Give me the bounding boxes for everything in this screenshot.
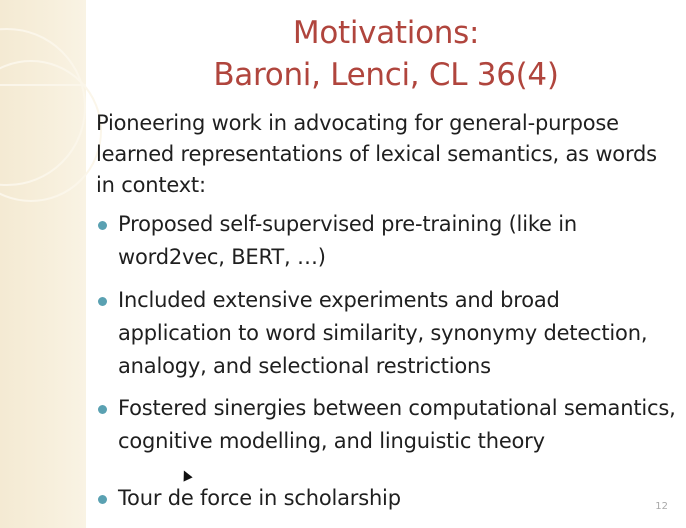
bullet-item <box>86 392 678 458</box>
bullet-text: Tour de force in scholarship <box>118 486 401 510</box>
bullet-text: Fostered sinergies between computational semantics, cognitive modelling, and linguistic theory <box>118 396 676 453</box>
bullet-dot-icon <box>98 495 107 504</box>
bullet-text: Included extensive experiments and broad application to word similarity, synonymy detection, analogy, and selectional restrictions <box>118 288 648 378</box>
title-line-2: Baroni, Lenci, CL 36(4) <box>213 57 559 93</box>
bullet-text: Proposed self-supervised pre-training (like in word2vec, BERT, …) <box>118 212 577 269</box>
bullet-dot-icon <box>98 221 107 230</box>
slide-title <box>86 12 686 96</box>
bullet-item <box>86 284 678 383</box>
bullet-dot-icon <box>98 405 107 414</box>
intro-paragraph: Pioneering work in advocating for general-purpose learned representations of lexical semantics, as words in context: <box>96 111 657 197</box>
decorative-line <box>0 84 86 86</box>
slide-content <box>86 0 686 528</box>
title-line-1: Motivations: <box>292 15 480 51</box>
page-number: 12 <box>655 501 668 512</box>
bullet-item <box>86 208 678 274</box>
decorative-left-band <box>0 0 86 528</box>
bullet-dot-icon <box>98 297 107 306</box>
bullet-item <box>86 482 678 515</box>
